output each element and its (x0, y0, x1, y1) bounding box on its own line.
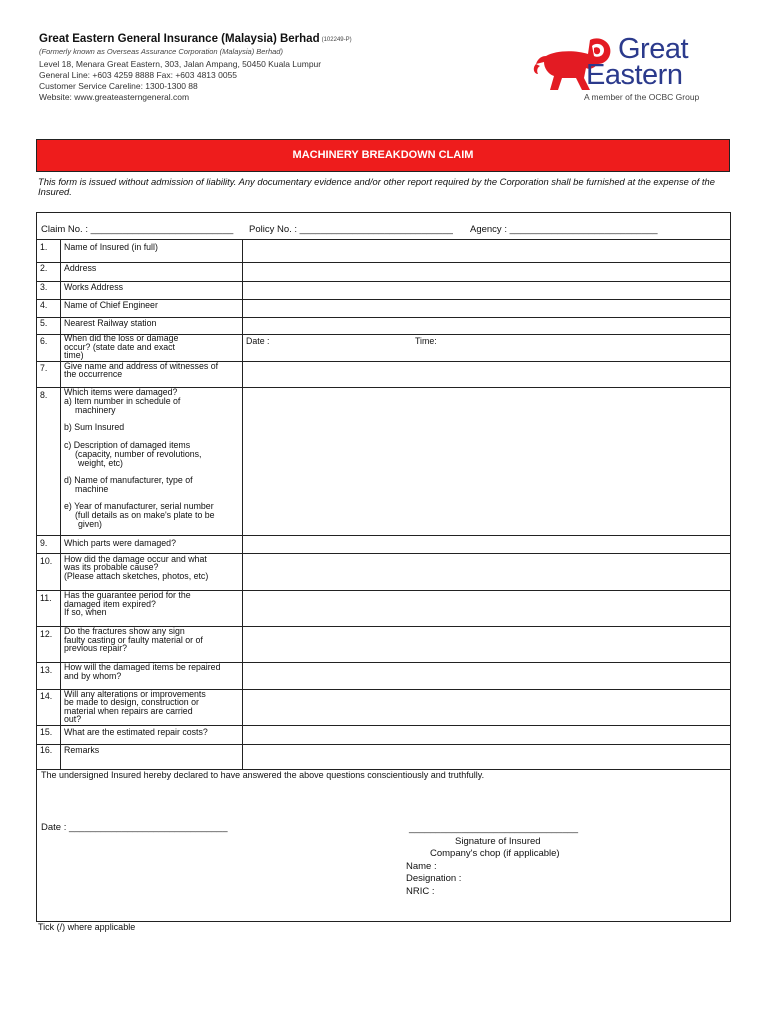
declaration-date-field[interactable]: Date : ______________________________ (41, 822, 228, 833)
company-chop-label: Company's chop (if applicable) (430, 848, 560, 859)
signatory-name-field[interactable]: Name : (406, 861, 437, 872)
company-name: Great Eastern General Insurance (Malaysia) Berhad (102249-P) (39, 33, 352, 45)
question-repair-line1: How will the damaged items be repaired (64, 662, 221, 672)
row-number: 2. (40, 263, 48, 273)
question-guarantee-line3: If so, when (64, 607, 107, 617)
row-number: 16. (40, 745, 53, 755)
form-title-banner: MACHINERY BREAKDOWN CLAIM (36, 139, 730, 172)
agency-field[interactable]: Agency : ____________________________ (470, 224, 658, 235)
question-damage-cause-line3: (Please attach sketches, photos, etc) (64, 571, 209, 581)
manufacturer-line1: d) Name of manufacturer, type of (64, 475, 193, 485)
year-line1: e) Year of manufacturer, serial number (64, 501, 214, 511)
question-damaged-items: Which items were damaged? (64, 387, 178, 397)
question-damaged-parts: Which parts were damaged? (64, 538, 176, 548)
question-loss-date-line2: occur? (state date and exact (64, 342, 176, 352)
logo-word-great: Great (618, 33, 689, 65)
manufacturer-line2: machine (75, 484, 109, 494)
question-alterations-line3: material when repairs are carried (64, 706, 193, 716)
loss-date-field[interactable]: Date : (246, 336, 270, 346)
question-loss-date-line1: When did the loss or damage (64, 333, 179, 343)
row-number: 6. (40, 336, 48, 346)
logo-word-eastern: Eastern (586, 59, 683, 91)
item-number-line1: a) Item number in schedule of (64, 396, 181, 406)
company-careline: Customer Service Careline: 1300-1300 88 (39, 81, 198, 91)
claim-form (36, 212, 731, 922)
row-number: 14. (40, 691, 53, 701)
year-line2: (full details as on make's plate to be (75, 510, 215, 520)
question-alterations-line1: Will any alterations or improvements (64, 689, 206, 699)
question-loss-date-line3: time) (64, 350, 84, 360)
logo-tagline: A member of the OCBC Group (584, 92, 700, 102)
row-number: 4. (40, 300, 48, 310)
description-line1: c) Description of damaged items (64, 440, 191, 450)
row-number: 3. (40, 282, 48, 292)
signatory-designation-field[interactable]: Designation : (406, 873, 462, 884)
row-number: 15. (40, 727, 53, 737)
signature-line[interactable]: ________________________________ (409, 823, 579, 834)
description-line2: (capacity, number of revolutions, (75, 449, 202, 459)
question-alterations-line2: be made to design, construction or (64, 697, 199, 707)
question-guarantee-line2: damaged item expired? (64, 599, 156, 609)
loss-time-field[interactable]: Time: (415, 336, 437, 346)
signature-label: Signature of Insured (455, 836, 541, 847)
question-chief-engineer: Name of Chief Engineer (64, 300, 158, 310)
question-witnesses-line1: Give name and address of witnesses of (64, 361, 219, 371)
policy-no-field[interactable]: Policy No. : _____________________________ (249, 224, 453, 235)
question-fractures-line1: Do the fractures show any sign (64, 626, 185, 636)
question-fractures-line3: previous repair? (64, 643, 128, 653)
question-works-address: Works Address (64, 282, 123, 292)
claim-no-field[interactable]: Claim No. : ___________________________ (41, 224, 234, 235)
liability-notice: This form is issued without admission of liability. Any documentary evidence and/or other report required by the Corporation shall be furnished at the expense of the Insured. (38, 176, 715, 197)
question-remarks: Remarks (64, 745, 100, 755)
row-number: 7. (40, 363, 48, 373)
company-phone: General Line: +603 4259 8888 Fax: +603 4813 0055 (39, 70, 238, 80)
item-number-line2: machinery (75, 405, 116, 415)
year-line3: given) (78, 519, 102, 529)
description-line3: weight, etc) (78, 458, 123, 468)
registration-number: (102249-P) (321, 37, 352, 43)
question-guarantee-line1: Has the guarantee period for the (64, 590, 191, 600)
company-former-name: (Formerly known as Overseas Assurance Corporation (Malaysia) Berhad) (39, 47, 283, 56)
question-address: Address (64, 263, 97, 273)
question-damage-cause-line1: How did the damage occur and what (64, 554, 207, 564)
row-number: 8. (40, 390, 48, 400)
question-railway-station: Nearest Railway station (64, 318, 157, 328)
row-number: 9. (40, 538, 48, 548)
question-damage-cause-line2: was its probable cause? (64, 562, 159, 572)
row-number: 10. (40, 556, 53, 566)
row-number: 5. (40, 318, 48, 328)
row-number: 11. (40, 593, 52, 603)
question-repair-costs: What are the estimated repair costs? (64, 727, 208, 737)
company-address: Level 18, Menara Great Eastern, 303, Jalan Ampang, 50450 Kuala Lumpur (39, 59, 322, 69)
sum-insured: b) Sum Insured (64, 422, 125, 432)
row-number: 12. (40, 629, 53, 639)
row-number: 13. (40, 665, 53, 675)
company-website: Website: www.greateasterngeneral.com (39, 92, 190, 102)
question-name-of-insured: Name of Insured (in full) (64, 242, 158, 252)
declaration-text: The undersigned Insured hereby declared to have answered the above questions conscientiously and truthfully. (41, 770, 485, 780)
question-repair-line2: and by whom? (64, 671, 122, 681)
question-alterations-line4: out? (64, 714, 82, 724)
question-witnesses-line2: the occurrence (64, 369, 123, 379)
question-fractures-line2: faulty casting or faulty material or of (64, 635, 203, 645)
row-number: 1. (40, 242, 48, 252)
signatory-nric-field[interactable]: NRIC : (406, 886, 435, 897)
great-eastern-logo (528, 30, 738, 105)
tick-note: Tick (/) where applicable (38, 922, 136, 932)
